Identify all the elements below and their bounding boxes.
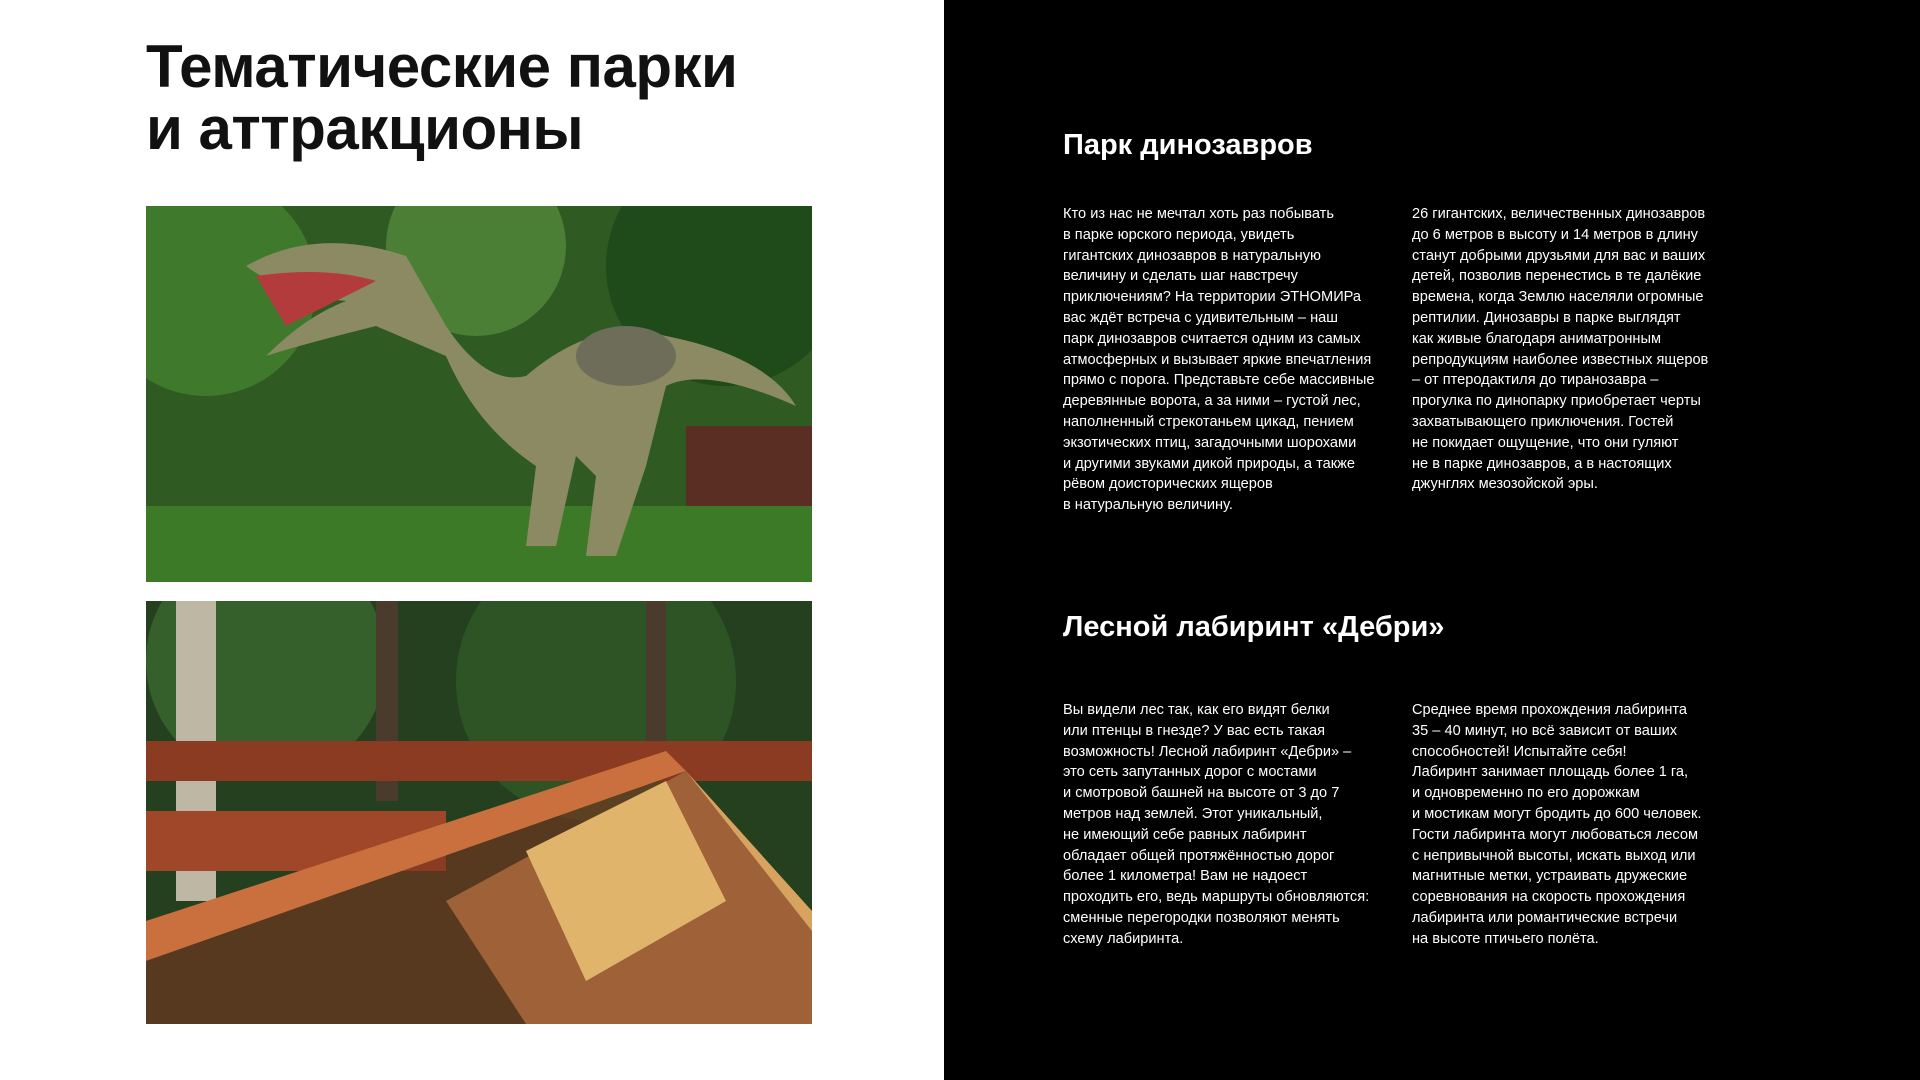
text-line: – от птеродактиля до тиранозавра – (1412, 372, 1659, 389)
text-line: приключениям? На территории ЭТНОМИРа (1063, 289, 1362, 306)
text-line: не имеющий себе равных лабиринт (1063, 826, 1307, 843)
text-line: захватывающего приключения. Гостей (1412, 413, 1674, 430)
left-panel (0, 0, 944, 1080)
text-line: величину и сделать шаг навстречу (1063, 268, 1298, 285)
text-line: схему лабиринта. (1063, 930, 1184, 947)
text-line: экзотических птиц, загадочными шорохами (1063, 434, 1357, 451)
text-line: соревнования на скорость прохождения (1412, 889, 1686, 906)
text-line: Гости лабиринта могут любоваться лесом (1412, 826, 1699, 843)
text-line: наполненный стрекотаньем цикад, пением (1063, 413, 1354, 430)
text-line: Кто из нас не мечтал хоть раз побывать (1063, 206, 1334, 222)
title-line: и аттракционы (146, 95, 584, 162)
text-line: магнитные метки, устраивать дружеские (1412, 868, 1688, 885)
dinosaur-park-photo (146, 206, 812, 582)
title-line: Тематические парки (146, 33, 738, 100)
labyrinth-text-col2 (1412, 700, 1742, 950)
text-line: более 1 километра! Вам не надоест (1063, 868, 1308, 885)
text-line: атмосферных и вызывает яркие впечатления (1063, 351, 1372, 368)
text-line: Лабиринт занимает площадь более 1 га, (1412, 764, 1689, 781)
text-line: рёвом доисторических ящеров (1063, 476, 1273, 493)
text-line: обладает общей протяжённостью дорог (1063, 847, 1335, 864)
text-line: проходить его, ведь маршруты обновляются: (1063, 889, 1370, 906)
text-line: и другими звуками дикой природы, а также (1063, 455, 1355, 472)
text-line: лабиринта или романтические встречи (1412, 909, 1678, 926)
text-line: 35 – 40 минут, но всё зависит от ваших (1412, 722, 1678, 739)
text-line: детей, позволив перенестись в те далёкие (1412, 268, 1702, 285)
text-line: как живые благодаря аниматронным (1412, 330, 1661, 347)
text-line: Среднее время прохождения лабиринта (1412, 702, 1688, 718)
text-line: не покидает ощущение, что они гуляют (1412, 434, 1679, 451)
text-line: прогулка по динопарку приобретает черты (1412, 393, 1701, 410)
text-line: на высоте птичьего полёта. (1412, 930, 1599, 947)
text-line: рептилии. Динозавры в парке выглядят (1412, 309, 1681, 326)
section-heading-dinosaur-park: Парк динозавров (1063, 129, 1313, 161)
text-line: репродукциям наиболее известных ящеров (1412, 351, 1709, 368)
text-line: метров над землей. Этот уникальный, (1063, 805, 1323, 822)
forest-labyrinth-photo (146, 601, 812, 1024)
text-line: и одновременно по его дорожкам (1412, 785, 1640, 802)
dinosaur-park-text-col2 (1412, 204, 1742, 495)
text-line: гигантских динозавров в натуральную (1063, 247, 1321, 264)
right-panel (944, 0, 1920, 1080)
text-line: деревянные ворота, а за ними – густой лес, (1063, 393, 1361, 410)
text-line: в натуральную величину. (1063, 497, 1233, 514)
text-line: джунглях мезозойской эры. (1412, 476, 1598, 493)
text-line: до 6 метров в высоту и 14 метров в длину (1412, 226, 1698, 243)
text-line: или птенцы в гнезде? У вас есть такая (1063, 722, 1326, 739)
text-line: парк динозавров считается одним из самых (1063, 330, 1361, 347)
text-line: возможность! Лесной лабиринт «Дебри» – (1063, 743, 1352, 760)
text-line: и смотровой башней на высоте от 3 до 7 (1063, 785, 1340, 802)
text-line: с непривычной высоты, искать выход или (1412, 847, 1696, 864)
text-line: вас ждёт встреча с удивительным – наш (1063, 309, 1338, 326)
text-line: прямо с порога. Представьте себе массивные (1063, 372, 1375, 389)
text-line: не в парке динозавров, а в настоящих (1412, 455, 1672, 472)
text-line: способностей! Испытайте себя! (1412, 743, 1627, 760)
text-line: в парке юрского периода, увидеть (1063, 226, 1295, 243)
text-line: Вы видели лес так, как его видят белки (1063, 702, 1330, 718)
page-title (146, 33, 738, 162)
text-line: 26 гигантских, величественных динозавров (1412, 206, 1706, 222)
text-line: сменные перегородки позволяют менять (1063, 909, 1340, 926)
text-line: это сеть запутанных дорог с мостами (1063, 764, 1317, 781)
text-line: станут добрыми друзьями для вас и ваших (1412, 247, 1706, 264)
section-heading-forest-labyrinth: Лесной лабиринт «Дебри» (1063, 611, 1445, 643)
text-line: и мостикам могут бродить до 600 человек. (1412, 805, 1702, 822)
text-line: времена, когда Землю населяли огромные (1412, 289, 1704, 306)
labyrinth-text-col1 (1063, 700, 1393, 950)
dinosaur-park-text-col1 (1063, 204, 1393, 516)
